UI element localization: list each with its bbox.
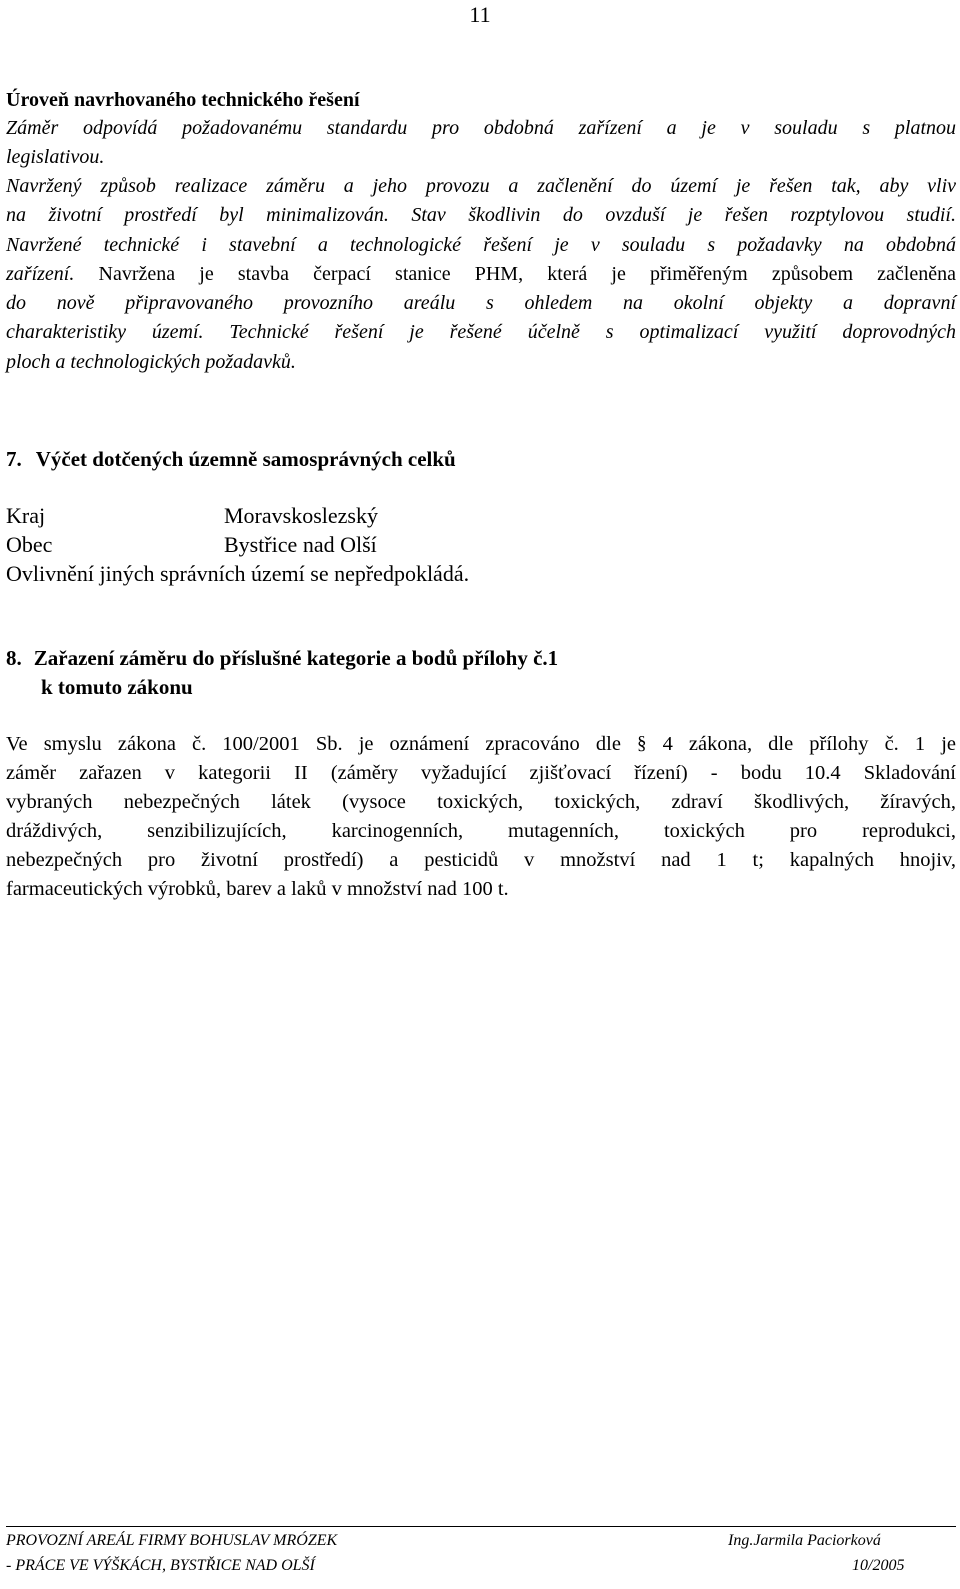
section-8-line-5: nebezpečných pro životní prostředí) a pesticidů v množství nad 1 t; kapalných hnojiv, [6, 849, 956, 871]
kraj-label: Kraj [6, 503, 46, 528]
paragraph-line-9: ploch a technologických požadavků. [6, 351, 296, 373]
section-7-title: Výčet dotčených územně samosprávných celků [35, 447, 456, 471]
section-7-number: 7. [6, 447, 22, 471]
section-sign-icon: § [637, 733, 647, 754]
section-8-line-1a: Ve smyslu zákona č. 100/2001 Sb. je oznámení zpracováno dle [6, 733, 621, 755]
section-8-line-3: vybraných nebezpečných látek (vysoce toxických, toxických, zdraví škodlivých, žíravých, [6, 791, 956, 813]
footer-date: 10/2005 [852, 1557, 905, 1574]
section-8-line-6: farmaceutických výrobků, barev a laků v množství nad 100 t. [6, 878, 509, 900]
section-8-number: 8. [6, 646, 22, 670]
footer-author: Ing.Jarmila Paciorková [728, 1532, 881, 1549]
paragraph-line-6-italic: zařízení. [6, 263, 75, 285]
footer-project-line-1: PROVOZNÍ AREÁL FIRMY BOHUSLAV MRÓZEK [6, 1532, 338, 1549]
section-8-line-1 [6, 732, 956, 756]
section-title-level: Úroveň navrhovaného technického řešení [6, 89, 360, 111]
kraj-value: Moravskoslezský [224, 503, 378, 528]
paragraph-line-3: Navržený způsob realizace záměru a jeho provozu a začlenění do území je řešen tak, aby vliv [6, 175, 956, 197]
paragraph-line-2: legislativou. [6, 146, 105, 168]
section-8-line-2: záměr zařazen v kategorii II (záměry vyžadující zjišťovací řízení) - bodu 10.4 Skladování [6, 762, 956, 784]
obec-value: Bystřice nad Olší [224, 532, 377, 557]
territory-note: Ovlivnění jiných správních území se nepředpokládá. [6, 561, 470, 586]
footer-project-line-2: - PRÁCE VE VÝŠKÁCH, BYSTŘICE NAD OLŠÍ [6, 1557, 315, 1574]
section-8-line-4: dráždivých, senzibilizujících, karcinogenních, mutagenních, toxických pro reprodukci, [6, 820, 956, 842]
page-number: 11 [469, 2, 491, 27]
paragraph-line-6-rest: Navržena je stavba čerpací stanice PHM, která je přiměřeným způsobem začleněna [74, 263, 956, 285]
section-8-line-1b: 4 zákona, dle přílohy č. 1 je [662, 733, 956, 755]
footer-divider [6, 1526, 956, 1527]
paragraph-line-6 [6, 262, 956, 286]
paragraph-line-5: Navržené technické i stavební a technologické řešení je v souladu s požadavky na obdobná [6, 234, 956, 256]
section-8-title-line-2: k tomuto zákonu [41, 675, 193, 699]
obec-label: Obec [6, 532, 53, 557]
paragraph-line-7: do nově připravovaného provozního areálu s ohledem na okolní objekty a dopravní [6, 292, 956, 314]
paragraph-line-8: charakteristiky území. Technické řešení je řešené účelně s optimalizací využití doprovodných [6, 321, 956, 343]
paragraph-line-4: na životní prostředí byl minimalizován. Stav škodlivin do ovzduší je řešen rozptylovou studií. [6, 204, 956, 226]
section-7-heading [6, 447, 456, 471]
section-8-title-line-1: Zařazení záměru do příslušné kategorie a bodů přílohy č.1 [33, 646, 559, 670]
paragraph-line-1: Záměr odpovídá požadovanému standardu pro obdobná zařízení a je v souladu s platnou [6, 117, 956, 139]
section-8-heading [6, 646, 558, 670]
